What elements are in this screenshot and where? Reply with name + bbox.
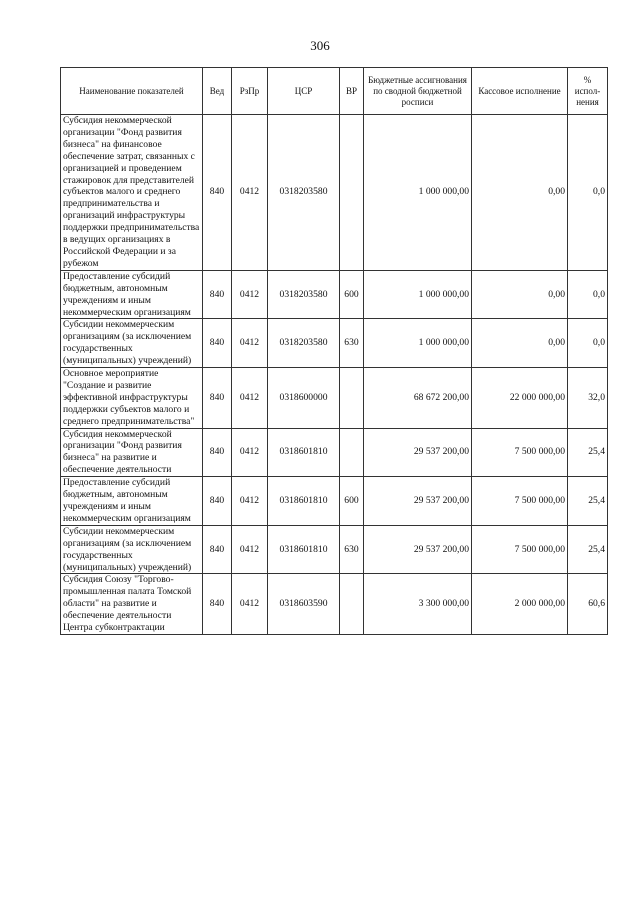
header-name: Наименование показателей — [61, 68, 203, 115]
row-name: Субсидия некоммерческой организации "Фонд развития бизнеса" на развитие и обеспечение деятельности — [61, 428, 203, 477]
row-budget: 68 672 200,00 — [364, 368, 472, 429]
row-vr: 630 — [340, 525, 364, 574]
row-vr — [340, 368, 364, 429]
row-name: Основное мероприятие "Создание и развитие эффективной инфраструктуры поддержки субъектов малого и среднего предпринимательства" — [61, 368, 203, 429]
header-budget: Бюджетные ассигнования по сводной бюджетной росписи — [364, 68, 472, 115]
row-vr — [340, 115, 364, 271]
row-cash: 2 000 000,00 — [472, 574, 568, 635]
row-percent: 60,6 — [568, 574, 608, 635]
row-csr: 0318203580 — [268, 270, 340, 319]
row-ved: 840 — [203, 270, 232, 319]
row-name: Субсидия некоммерческой организации "Фонд развития бизнеса" на финансовое обеспечение затрат, связанных с организацией и проведением стажировок для представителей субъектов малого и среднего предпринимательства и организаций инфраструктуры поддержки предпринимательства в ведущих организациях в Российской Федерации и за рубежом — [61, 115, 203, 271]
budget-execution-table — [60, 67, 608, 635]
row-percent: 25,4 — [568, 525, 608, 574]
row-budget: 3 300 000,00 — [364, 574, 472, 635]
page-number: 306 — [310, 38, 330, 53]
row-cash: 0,00 — [472, 115, 568, 271]
row-cash: 0,00 — [472, 319, 568, 368]
row-cash: 7 500 000,00 — [472, 477, 568, 526]
header-ved: Вед — [203, 68, 232, 115]
row-ved: 840 — [203, 574, 232, 635]
header-vr: ВР — [340, 68, 364, 115]
row-ved: 840 — [203, 428, 232, 477]
row-csr: 0318603590 — [268, 574, 340, 635]
row-csr: 0318601810 — [268, 477, 340, 526]
table-row — [61, 115, 608, 271]
row-rzpr: 0412 — [232, 319, 268, 368]
row-cash: 0,00 — [472, 270, 568, 319]
row-csr: 0318601810 — [268, 525, 340, 574]
row-vr — [340, 428, 364, 477]
row-percent: 32,0 — [568, 368, 608, 429]
row-budget: 29 537 200,00 — [364, 428, 472, 477]
row-cash: 22 000 000,00 — [472, 368, 568, 429]
row-percent: 0,0 — [568, 270, 608, 319]
row-vr: 630 — [340, 319, 364, 368]
row-name: Субсидии некоммерческим организациям (за исключением государственных (муниципальных) учреждений) — [61, 319, 203, 368]
row-ved: 840 — [203, 525, 232, 574]
row-rzpr: 0412 — [232, 368, 268, 429]
row-vr: 600 — [340, 477, 364, 526]
row-ved: 840 — [203, 477, 232, 526]
row-name: Субсидии некоммерческим организациям (за исключением государственных (муниципальных) учреждений) — [61, 525, 203, 574]
header-csr: ЦСР — [268, 68, 340, 115]
row-percent: 25,4 — [568, 428, 608, 477]
row-budget: 29 537 200,00 — [364, 525, 472, 574]
table-header-row — [61, 68, 608, 115]
row-name: Субсидия Союзу "Торгово-промышленная палата Томской области" на развитие и обеспечение деятельности Центра субконтрактации — [61, 574, 203, 635]
row-rzpr: 0412 — [232, 525, 268, 574]
table-row — [61, 319, 608, 368]
header-rzpr: РзПр — [232, 68, 268, 115]
row-budget: 1 000 000,00 — [364, 319, 472, 368]
table-row — [61, 525, 608, 574]
row-csr: 0318203580 — [268, 319, 340, 368]
row-budget: 1 000 000,00 — [364, 115, 472, 271]
row-csr: 0318601810 — [268, 428, 340, 477]
row-cash: 7 500 000,00 — [472, 525, 568, 574]
row-rzpr: 0412 — [232, 115, 268, 271]
row-percent: 25,4 — [568, 477, 608, 526]
row-cash: 7 500 000,00 — [472, 428, 568, 477]
row-rzpr: 0412 — [232, 574, 268, 635]
row-rzpr: 0412 — [232, 270, 268, 319]
row-vr — [340, 574, 364, 635]
row-ved: 840 — [203, 368, 232, 429]
row-ved: 840 — [203, 115, 232, 271]
row-rzpr: 0412 — [232, 428, 268, 477]
header-cash: Кассовое исполнение — [472, 68, 568, 115]
table-row — [61, 574, 608, 635]
row-ved: 840 — [203, 319, 232, 368]
row-budget: 1 000 000,00 — [364, 270, 472, 319]
table-row — [61, 428, 608, 477]
row-name: Предоставление субсидий бюджетным, автономным учреждениям и иным некоммерческим организациям — [61, 477, 203, 526]
header-percent: % испол-нения — [568, 68, 608, 115]
table-row — [61, 477, 608, 526]
row-budget: 29 537 200,00 — [364, 477, 472, 526]
row-csr: 0318600000 — [268, 368, 340, 429]
row-name: Предоставление субсидий бюджетным, автономным учреждениям и иным некоммерческим организациям — [61, 270, 203, 319]
table-row — [61, 270, 608, 319]
row-percent: 0,0 — [568, 115, 608, 271]
row-vr: 600 — [340, 270, 364, 319]
row-percent: 0,0 — [568, 319, 608, 368]
row-rzpr: 0412 — [232, 477, 268, 526]
row-csr: 0318203580 — [268, 115, 340, 271]
table-row — [61, 368, 608, 429]
